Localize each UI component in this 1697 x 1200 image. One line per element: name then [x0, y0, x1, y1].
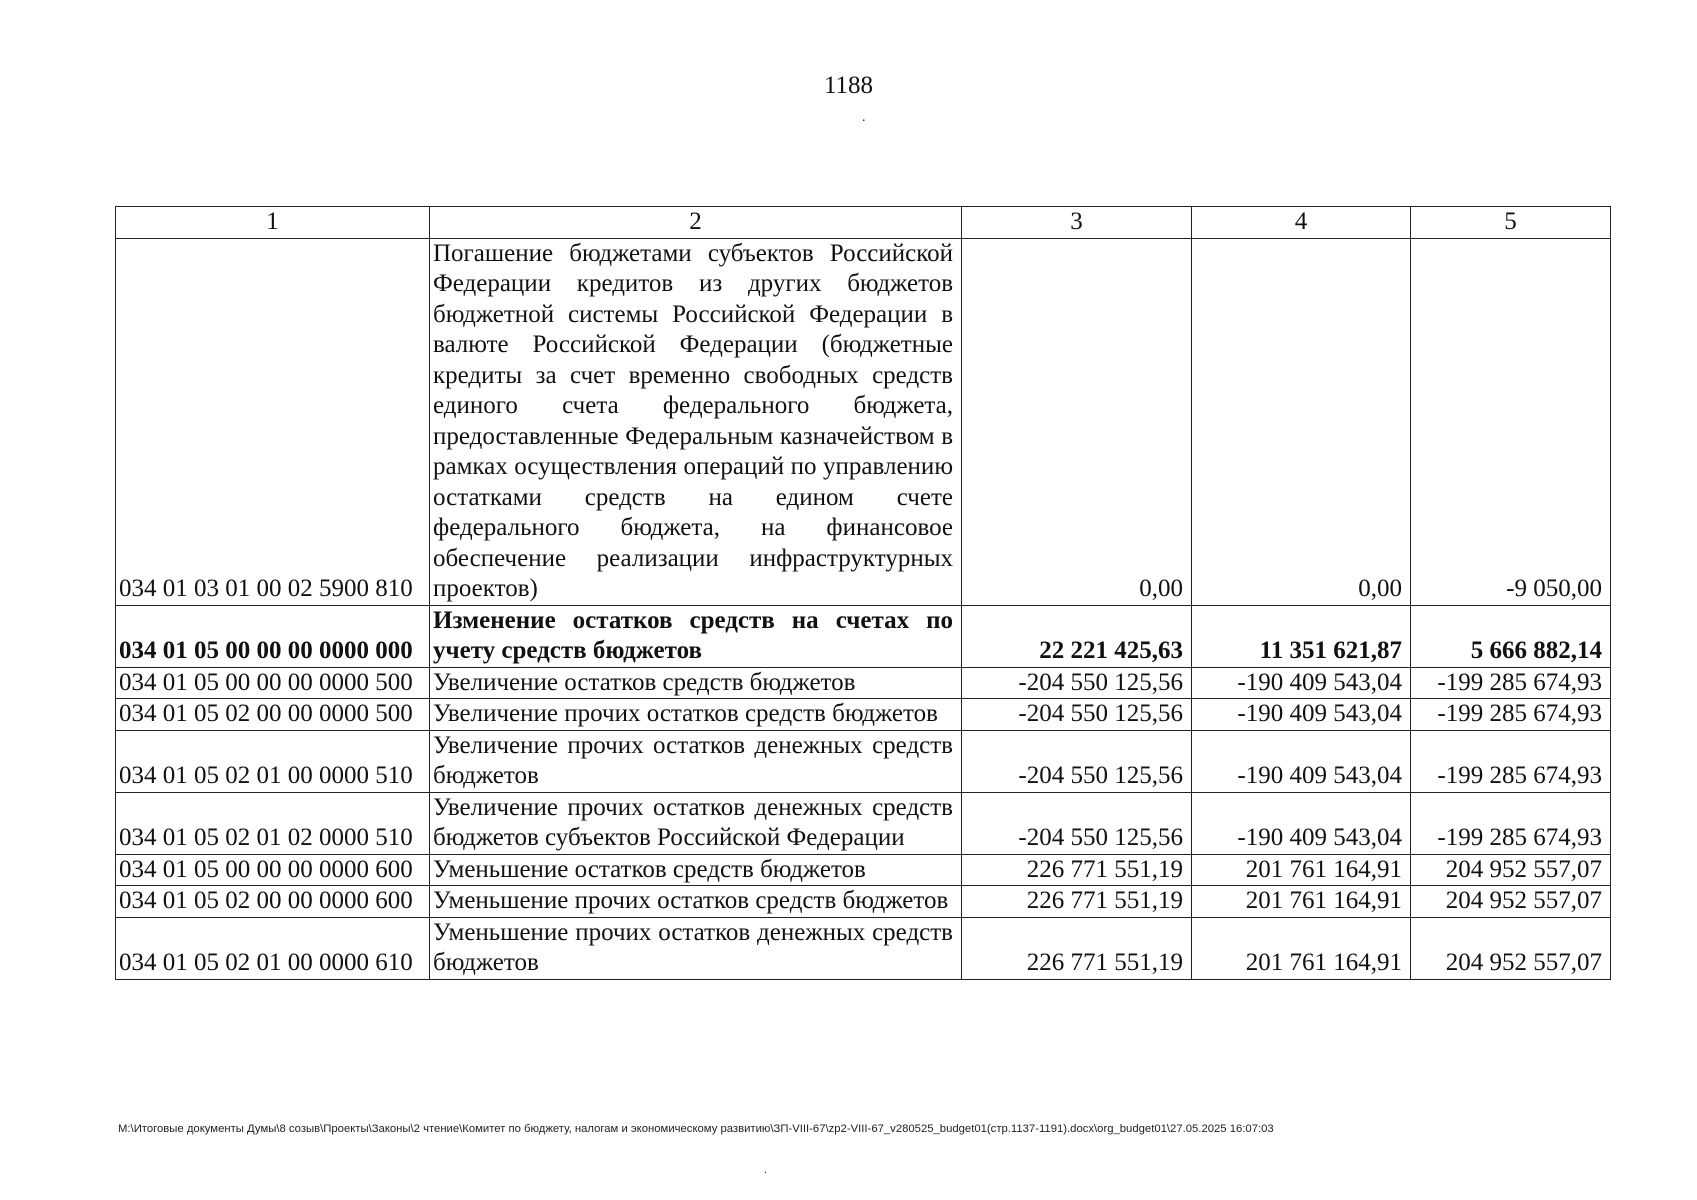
value-col-5: -199 285 674,93 — [1411, 730, 1611, 792]
table-row — [116, 854, 1611, 886]
budget-code: 034 01 05 00 00 00 0000 000 — [116, 605, 430, 667]
budget-code: 034 01 05 00 00 00 0000 500 — [116, 667, 430, 699]
value-col-3: 226 771 551,19 — [962, 917, 1192, 979]
budget-code: 034 01 05 02 00 00 0000 600 — [116, 886, 430, 918]
table-row — [116, 238, 1611, 605]
budget-code: 034 01 05 02 00 00 0000 500 — [116, 699, 430, 731]
column-header-2: 2 — [430, 207, 962, 239]
value-col-3: 22 221 425,63 — [962, 605, 1192, 667]
item-description: Увеличение прочих остатков денежных средств бюджетов — [430, 730, 962, 792]
item-description: Уменьшение прочих остатков средств бюджетов — [430, 886, 962, 918]
value-col-5: 204 952 557,07 — [1411, 854, 1611, 886]
value-col-4: -190 409 543,04 — [1192, 699, 1411, 731]
header-row — [116, 207, 1611, 239]
value-col-4: -190 409 543,04 — [1192, 792, 1411, 854]
value-col-3: 226 771 551,19 — [962, 854, 1192, 886]
value-col-4: 201 761 164,91 — [1192, 917, 1411, 979]
table-row — [116, 667, 1611, 699]
value-col-3: 226 771 551,19 — [962, 886, 1192, 918]
budget-code: 034 01 05 02 01 00 0000 510 — [116, 730, 430, 792]
value-col-3: -204 550 125,56 — [962, 667, 1192, 699]
value-col-5: -199 285 674,93 — [1411, 667, 1611, 699]
budget-code: 034 01 05 00 00 00 0000 600 — [116, 854, 430, 886]
budget-code: 034 01 03 01 00 02 5900 810 — [116, 238, 430, 605]
column-header-1: 1 — [116, 207, 430, 239]
budget-code: 034 01 05 02 01 00 0000 610 — [116, 917, 430, 979]
item-description: Увеличение прочих остатков средств бюджетов — [430, 699, 962, 731]
table-row — [116, 792, 1611, 854]
column-header-5: 5 — [1411, 207, 1611, 239]
item-description: Погашение бюджетами субъектов Российской Федерации кредитов из других бюджетов бюджетной системы Российской Федерации в валюте Российской Федерации (бюджетные кредиты за счет временно свободных средств единого счета федерального бюджета, предоставленные Федеральным казначейством в рамках осуществления операций по управлению остатками средств на едином счете федерального бюджета, на финансовое обеспечение реализации инфраструктурных проектов) — [430, 238, 962, 605]
value-col-5: 204 952 557,07 — [1411, 886, 1611, 918]
value-col-3: -204 550 125,56 — [962, 730, 1192, 792]
table-row — [116, 730, 1611, 792]
item-description: Уменьшение остатков средств бюджетов — [430, 854, 962, 886]
column-header-4: 4 — [1192, 207, 1411, 239]
item-description: Уменьшение прочих остатков денежных средств бюджетов — [430, 917, 962, 979]
value-col-4: 11 351 621,87 — [1192, 605, 1411, 667]
value-col-5: 5 666 882,14 — [1411, 605, 1611, 667]
value-col-4: 201 761 164,91 — [1192, 886, 1411, 918]
value-col-5: -199 285 674,93 — [1411, 699, 1611, 731]
budget-code: 034 01 05 02 01 02 0000 510 — [116, 792, 430, 854]
value-col-4: -190 409 543,04 — [1192, 730, 1411, 792]
page-number: 1188 — [823, 72, 874, 99]
item-description: Увеличение остатков средств бюджетов — [430, 667, 962, 699]
value-col-4: 0,00 — [1192, 238, 1411, 605]
document-file-path: M:\Итоговые документы Думы\8 созыв\Проекты\Законы\2 чтение\Комитет по бюджету, налогам и экономическому развитию\ЗП-VIII-67\zp2-VIII-67_v280525_budget01(стр.1137-1191).docx\org_budget01\27.05.2025 16:07:03 — [118, 1123, 1274, 1135]
table-row — [116, 699, 1611, 731]
value-col-3: -204 550 125,56 — [962, 699, 1192, 731]
value-col-5: -199 285 674,93 — [1411, 792, 1611, 854]
item-description: Увеличение прочих остатков денежных средств бюджетов субъектов Российской Федерации — [430, 792, 962, 854]
value-col-5: -9 050,00 — [1411, 238, 1611, 605]
value-col-4: 201 761 164,91 — [1192, 854, 1411, 886]
table-row — [116, 886, 1611, 918]
table-row — [116, 917, 1611, 979]
item-description: Изменение остатков средств на счетах по учету средств бюджетов — [430, 605, 962, 667]
table-row-total — [116, 605, 1611, 667]
value-col-3: -204 550 125,56 — [962, 792, 1192, 854]
scan-speck: . — [862, 110, 866, 125]
budget-table — [115, 206, 1611, 980]
column-header-3: 3 — [962, 207, 1192, 239]
value-col-4: -190 409 543,04 — [1192, 667, 1411, 699]
value-col-5: 204 952 557,07 — [1411, 917, 1611, 979]
scan-speck: . — [764, 1162, 767, 1176]
value-col-3: 0,00 — [962, 238, 1192, 605]
